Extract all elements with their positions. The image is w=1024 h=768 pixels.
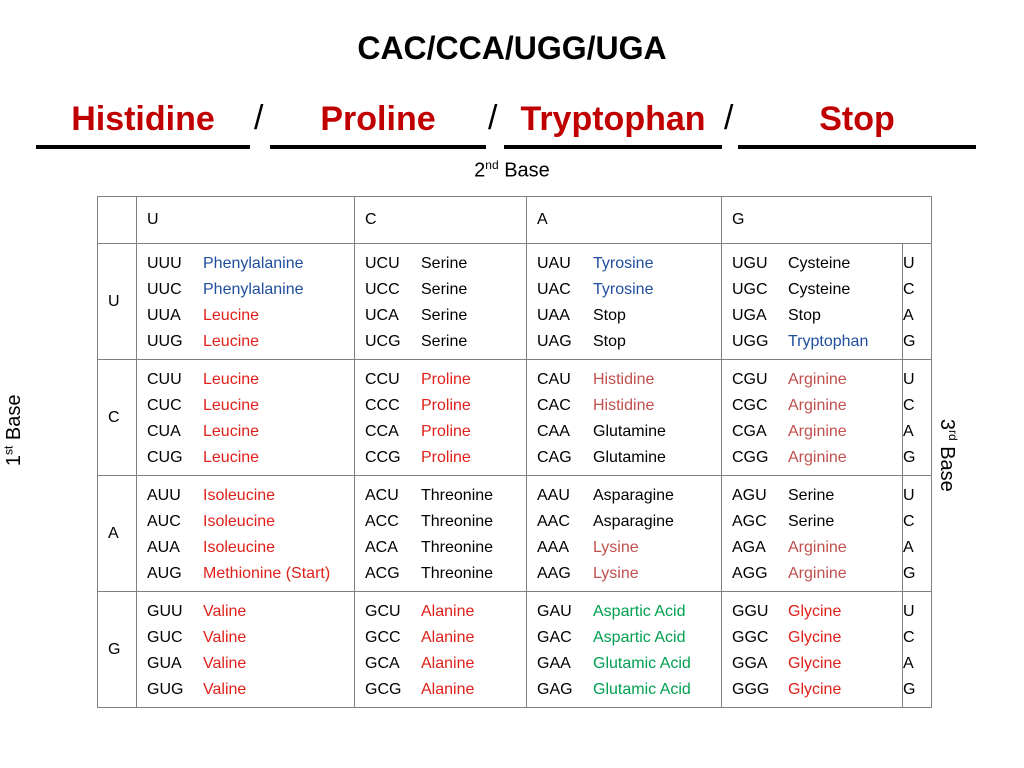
codon-entry [537, 561, 721, 587]
amino-acid: Threonine [421, 539, 494, 556]
amino-acid: Cysteine [788, 255, 851, 272]
third-base-letter: A [903, 423, 914, 440]
amino-acid: Proline [421, 449, 471, 466]
codon-entry [147, 651, 354, 677]
amino-acid: Glutamine [593, 449, 666, 466]
codon-code: UUA [147, 307, 181, 324]
amino-acid: Serine [421, 307, 468, 324]
codon-cell [355, 592, 527, 708]
codon-entry [732, 303, 902, 329]
amino-acid: Threonine [421, 513, 494, 530]
codon-entry [147, 445, 354, 471]
codon-code: GCA [365, 655, 400, 672]
third-base-letter: C [903, 281, 915, 298]
amino-acid: Proline [421, 397, 471, 414]
third-base-letter: C [903, 629, 915, 646]
amino-acid: Valine [203, 629, 247, 646]
answer-blank-4: Stop [738, 97, 976, 149]
third-base-letter: G [903, 681, 916, 698]
amino-acid: Histidine [593, 371, 655, 388]
amino-acid: Glycine [788, 629, 842, 646]
codon-entry [365, 625, 526, 651]
third-base-letter: U [903, 371, 915, 388]
codon-cell [722, 244, 903, 360]
answer-blank-1: Histidine [36, 97, 250, 149]
codon-entry [365, 509, 526, 535]
codon-table-body [98, 244, 932, 708]
first-base-row-label: G [98, 592, 137, 708]
codon-code: UCG [365, 333, 401, 350]
codon-entry [365, 419, 526, 445]
codon-code: CGA [732, 423, 767, 440]
codon-entry [732, 677, 902, 703]
answer-blank-3: Tryptophan [504, 97, 722, 149]
codon-cell [722, 592, 903, 708]
slash-2: / [488, 99, 498, 137]
codon-code: GCU [365, 603, 401, 620]
amino-acid: Tryptophan [788, 333, 869, 350]
codon-code: CGU [732, 371, 768, 388]
codon-entry [147, 419, 354, 445]
codon-table [97, 196, 932, 708]
codon-code: AUG [147, 565, 182, 582]
amino-acid: Arginine [788, 539, 847, 556]
codon-entry [147, 599, 354, 625]
codon-code: AGC [732, 513, 767, 530]
codon-code: AUA [147, 539, 180, 556]
amino-acid: Valine [203, 603, 247, 620]
amino-acid: Glycine [788, 655, 842, 672]
codon-code: CUA [147, 423, 181, 440]
third-base-letter: C [903, 397, 915, 414]
codon-entry [537, 393, 721, 419]
codon-entry [365, 483, 526, 509]
codon-code: CUC [147, 397, 182, 414]
third-base-column [903, 360, 932, 476]
amino-acid: Phenylalanine [203, 281, 304, 298]
amino-acid: Serine [421, 281, 468, 298]
codon-entry [365, 329, 526, 355]
codon-entry [537, 625, 721, 651]
codon-entry [537, 277, 721, 303]
answer-blank-2: Proline [270, 97, 486, 149]
codon-entry [147, 677, 354, 703]
amino-acid: Alanine [421, 603, 475, 620]
codon-entry [537, 509, 721, 535]
codon-entry [365, 561, 526, 587]
amino-acid: Alanine [421, 681, 475, 698]
codon-entry [537, 445, 721, 471]
page-title: CAC/CCA/UGG/UGA [357, 30, 667, 66]
header-base-c: C [355, 197, 527, 244]
codon-cell [527, 476, 722, 592]
codon-code: GUC [147, 629, 183, 646]
amino-acid: Valine [203, 655, 247, 672]
codon-code: UGG [732, 333, 769, 350]
codon-code: AAG [537, 565, 571, 582]
codon-code: AGG [732, 565, 768, 582]
codon-entry [732, 445, 902, 471]
codon-code: CAA [537, 423, 570, 440]
codon-code: ACG [365, 565, 400, 582]
codon-cell [137, 476, 355, 592]
first-base-row-label: A [98, 476, 137, 592]
codon-code: UGC [732, 281, 768, 298]
codon-code: GGG [732, 681, 770, 698]
codon-code: AAU [537, 487, 570, 504]
codon-entry [365, 367, 526, 393]
codon-entry [732, 599, 902, 625]
codon-code: UUG [147, 333, 183, 350]
codon-entry [365, 677, 526, 703]
amino-acid: Stop [593, 333, 626, 350]
codon-code: GAA [537, 655, 571, 672]
amino-acid: Isoleucine [203, 513, 276, 530]
amino-acid: Glutamine [593, 423, 666, 440]
codon-code: AUU [147, 487, 181, 504]
amino-acid: Leucine [203, 423, 260, 440]
codon-code: UAG [537, 333, 572, 350]
codon-code: AGA [732, 539, 766, 556]
amino-acid: Leucine [203, 449, 260, 466]
codon-code: GCC [365, 629, 401, 646]
codon-cell [722, 476, 903, 592]
codon-entry [365, 303, 526, 329]
third-base-column [903, 244, 932, 360]
codon-code: UCA [365, 307, 399, 324]
amino-acid: Histidine [593, 397, 655, 414]
amino-acid: Asparagine [593, 487, 674, 504]
amino-acid: Proline [421, 371, 471, 388]
codon-code: CAU [537, 371, 571, 388]
amino-acid: Leucine [203, 333, 260, 350]
codon-code: CAG [537, 449, 572, 466]
codon-entry [365, 599, 526, 625]
table-row [98, 476, 932, 592]
amino-acid: Glutamic Acid [593, 681, 691, 698]
first-base-label: 1st Base [1, 394, 26, 467]
codon-code: CUU [147, 371, 182, 388]
amino-acid: Aspartic Acid [593, 629, 686, 646]
amino-acid: Lysine [593, 539, 639, 556]
codon-code: UUC [147, 281, 182, 298]
codon-code: GAC [537, 629, 572, 646]
table-row [98, 592, 932, 708]
codon-code: ACU [365, 487, 399, 504]
amino-acid: Asparagine [593, 513, 674, 530]
codon-entry [537, 483, 721, 509]
header-base-a: A [527, 197, 722, 244]
codon-code: UUU [147, 255, 182, 272]
codon-cell [355, 360, 527, 476]
codon-code: CCG [365, 449, 401, 466]
codon-code: CUG [147, 449, 183, 466]
codon-code: AUC [147, 513, 181, 530]
third-base-letter: G [903, 565, 916, 582]
third-base-letter: U [903, 603, 915, 620]
third-base-letter: A [903, 307, 914, 324]
third-base-letter: G [903, 449, 916, 466]
codon-entry [147, 625, 354, 651]
amino-acid: Isoleucine [203, 487, 276, 504]
amino-acid: Leucine [203, 307, 260, 324]
codon-entry [732, 393, 902, 419]
codon-code: CGC [732, 397, 768, 414]
codon-entry [537, 251, 721, 277]
third-base-letter: U [903, 255, 915, 272]
codon-entry [147, 393, 354, 419]
amino-acid: Stop [593, 307, 626, 324]
amino-acid: Serine [421, 333, 468, 350]
codon-code: CCU [365, 371, 400, 388]
codon-cell [527, 360, 722, 476]
first-base-row-label: U [98, 244, 137, 360]
codon-code: AAA [537, 539, 570, 556]
codon-entry [147, 483, 354, 509]
codon-cell [355, 244, 527, 360]
codon-entry [147, 509, 354, 535]
codon-entry [732, 483, 902, 509]
amino-acid: Serine [421, 255, 468, 272]
slash-3: / [724, 99, 734, 137]
amino-acid: Leucine [203, 371, 260, 388]
codon-code: GGU [732, 603, 769, 620]
amino-acid: Arginine [788, 371, 847, 388]
answer-blanks [36, 97, 976, 149]
amino-acid: Arginine [788, 565, 847, 582]
codon-code: ACA [365, 539, 398, 556]
codon-entry [537, 535, 721, 561]
codon-code: GUU [147, 603, 183, 620]
third-base-column [903, 476, 932, 592]
codon-entry [537, 367, 721, 393]
codon-code: GCG [365, 681, 402, 698]
codon-entry [732, 625, 902, 651]
amino-acid: Arginine [788, 423, 847, 440]
header-base-g: G [722, 197, 932, 244]
codon-code: CAC [537, 397, 571, 414]
codon-code: GAU [537, 603, 572, 620]
codon-cell [137, 360, 355, 476]
codon-entry [732, 329, 902, 355]
codon-entry [147, 535, 354, 561]
codon-entry [365, 445, 526, 471]
codon-cell [527, 592, 722, 708]
codon-entry [147, 251, 354, 277]
codon-code: GUG [147, 681, 184, 698]
codon-entry [365, 277, 526, 303]
codon-cell [527, 244, 722, 360]
codon-entry [147, 367, 354, 393]
amino-acid: Proline [421, 423, 471, 440]
amino-acid: Tyrosine [593, 255, 654, 272]
codon-code: CCA [365, 423, 399, 440]
codon-cell [137, 592, 355, 708]
third-base-column [903, 592, 932, 708]
first-base-row-label: C [98, 360, 137, 476]
codon-code: GGA [732, 655, 768, 672]
codon-code: UAA [537, 307, 570, 324]
amino-acid: Serine [788, 487, 835, 504]
amino-acid: Stop [788, 307, 821, 324]
codon-cell [355, 476, 527, 592]
codon-code: GGC [732, 629, 769, 646]
codon-code: CGG [732, 449, 769, 466]
codon-entry [732, 509, 902, 535]
codon-code: UGU [732, 255, 768, 272]
amino-acid: Glycine [788, 681, 842, 698]
amino-acid: Isoleucine [203, 539, 276, 556]
codon-entry [147, 561, 354, 587]
table-header-row [98, 197, 932, 244]
amino-acid: Aspartic Acid [593, 603, 686, 620]
codon-entry [147, 329, 354, 355]
codon-entry [365, 251, 526, 277]
amino-acid: Lysine [593, 565, 639, 582]
codon-entry [365, 651, 526, 677]
codon-code: CCC [365, 397, 400, 414]
codon-cell [137, 244, 355, 360]
codon-code: UGA [732, 307, 767, 324]
codon-entry [147, 277, 354, 303]
codon-entry [732, 651, 902, 677]
codon-entry [537, 599, 721, 625]
codon-code: GAG [537, 681, 573, 698]
amino-acid: Phenylalanine [203, 255, 304, 272]
amino-acid: Threonine [421, 565, 494, 582]
amino-acid: Alanine [421, 655, 475, 672]
amino-acid: Arginine [788, 397, 847, 414]
codon-entry [537, 329, 721, 355]
codon-entry [147, 303, 354, 329]
third-base-letter: C [903, 513, 915, 530]
amino-acid: Tyrosine [593, 281, 654, 298]
second-base-label: 2nd Base [474, 158, 550, 182]
amino-acid: Arginine [788, 449, 847, 466]
codon-entry [537, 303, 721, 329]
codon-entry [365, 535, 526, 561]
codon-code: UCC [365, 281, 400, 298]
amino-acid: Cysteine [788, 281, 851, 298]
codon-entry [732, 535, 902, 561]
third-base-letter: U [903, 487, 915, 504]
codon-entry [537, 677, 721, 703]
amino-acid: Glutamic Acid [593, 655, 691, 672]
codon-code: AGU [732, 487, 767, 504]
third-base-letter: A [903, 655, 914, 672]
codon-entry [537, 651, 721, 677]
table-row [98, 244, 932, 360]
codon-entry [365, 393, 526, 419]
codon-code: AAC [537, 513, 570, 530]
codon-entry [732, 367, 902, 393]
third-base-letter: A [903, 539, 914, 556]
amino-acid: Alanine [421, 629, 475, 646]
amino-acid: Threonine [421, 487, 494, 504]
codon-code: UAU [537, 255, 571, 272]
amino-acid: Serine [788, 513, 835, 530]
codon-entry [732, 419, 902, 445]
header-corner [98, 197, 137, 244]
codon-entry [732, 277, 902, 303]
codon-code: UAC [537, 281, 571, 298]
codon-entry [732, 561, 902, 587]
table-row [98, 360, 932, 476]
slash-1: / [254, 99, 264, 137]
header-base-u: U [137, 197, 355, 244]
amino-acid: Valine [203, 681, 247, 698]
amino-acid: Methionine (Start) [203, 565, 331, 582]
amino-acid: Leucine [203, 397, 260, 414]
codon-entry [732, 251, 902, 277]
codon-code: ACC [365, 513, 399, 530]
codon-code: GUA [147, 655, 182, 672]
third-base-label: 3rd Base [936, 418, 960, 492]
codon-code: UCU [365, 255, 400, 272]
third-base-letter: G [903, 333, 916, 350]
codon-entry [537, 419, 721, 445]
amino-acid: Glycine [788, 603, 842, 620]
codon-cell [722, 360, 903, 476]
